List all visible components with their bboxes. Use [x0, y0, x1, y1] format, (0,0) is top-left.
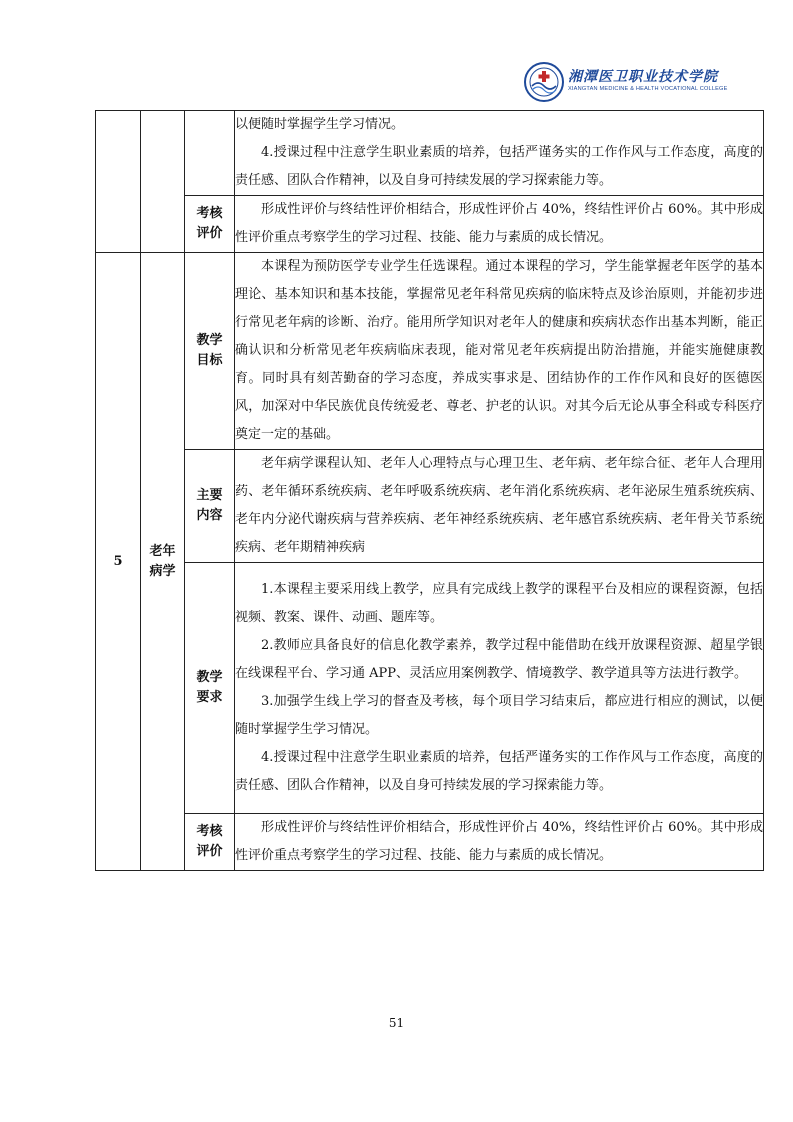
table-row [96, 111, 764, 196]
table-row [96, 814, 764, 871]
content-text: 老年病学课程认知、老年人心理特点与心理卫生、老年病、老年综合征、老年人合理用药、老年循环系统疾病、老年呼吸系统疾病、老年消化系统疾病、老年泌尿生殖系统疾病、老年内分泌代谢疾病与营养疾病、老年神经系统疾病、老年感官系统疾病、老年骨关节系统疾病、老年期精神疾病 [235, 456, 763, 555]
content-cell [235, 450, 764, 563]
table-row [96, 450, 764, 563]
assessment-text: 形成性评价与终结性评价相结合，形成性评价占 40%，终结性评价占 60%。其中形成性评价重点考察学生的学习过程、技能、能力与素质的成长情况。 [235, 820, 763, 863]
assessment-cell [235, 814, 764, 871]
college-logo [524, 62, 739, 106]
requirement-item: 2.教师应具备良好的信息化教学素养，教学过程中能借助在线开放课程资源、超星学银在线课程平台、学习通 APP、灵活应用案例教学、情境教学、教学道具等方法进行教学。 [235, 638, 763, 681]
assessment-text: 形成性评价与终结性评价相结合，形成性评价占 40%，终结性评价占 60%。其中形成性评价重点考察学生的学习过程、技能、能力与素质的成长情况。 [235, 202, 763, 245]
requirements-tail-cell [235, 111, 764, 196]
requirements-tail-text: 以便随时掌握学生学习情况。 [235, 117, 405, 132]
page-number: 51 [388, 1016, 405, 1030]
requirement-item: 3.加强学生线上学习的督查及考核，每个项目学习结束后，都应进行相应的测试，以便随时掌握学生学习情况。 [235, 694, 763, 737]
college-name-en: XIANGTAN MEDICINE & HEALTH VOCATIONAL COLLEGE [568, 86, 728, 92]
objectives-cell [235, 253, 764, 450]
requirements-cell [235, 563, 764, 814]
requirements-label: 教学 要求 [185, 563, 235, 814]
course-cell-empty [141, 111, 185, 253]
number-cell-empty [96, 111, 141, 253]
assessment-label: 考核 评价 [185, 196, 235, 253]
table-row [96, 563, 764, 814]
table-row [96, 253, 764, 450]
objectives-label: 教学 目标 [185, 253, 235, 450]
assessment-cell [235, 196, 764, 253]
content-label: 主要 内容 [185, 450, 235, 563]
course-table [95, 110, 764, 871]
course-name: 老年 病学 [141, 253, 185, 871]
label-cell-empty [185, 111, 235, 196]
objectives-text: 本课程为预防医学专业学生任选课程。通过本课程的学习，学生能掌握老年医学的基本理论、基本知识和基本技能，掌握常见老年科常见疾病的临床特点及诊治原则，并能初步进行常见老年病的诊断、治疗。能用所学知识对老年人的健康和疾病状态作出基本判断，能正确认识和分析常见老年疾病临床表现，能对常见老年疾病提出防治措施，并能实施健康教育。同时具有刻苦勤奋的学习态度，养成实事求是、团结协作的工作作风和良好的医德医风，加深对中华民族优良传统爱老、尊老、护老的认识。对其今后无论从事全科或专科医疗奠定一定的基础。 [235, 259, 763, 442]
requirement-item: 4.授课过程中注意学生职业素质的培养，包括严谨务实的工作作风与工作态度，高度的责任感、团队合作精神，以及自身可持续发展的学习探索能力等。 [235, 750, 763, 793]
assessment-label: 考核 评价 [185, 814, 235, 871]
requirement-item: 1.本课程主要采用线上教学，应具有完成线上教学的课程平台及相应的课程资源，包括视频、教案、课件、动画、题库等。 [235, 582, 763, 625]
college-seal-icon [524, 62, 564, 102]
college-name-cn: 湘潭医卫职业技术学院 [568, 69, 718, 85]
requirements-tail-text: 4.授课过程中注意学生职业素质的培养，包括严谨务实的工作作风与工作态度，高度的责任感、团队合作精神，以及自身可持续发展的学习探索能力等。 [235, 145, 763, 188]
table-row [96, 196, 764, 253]
course-number: 5 [96, 253, 141, 871]
